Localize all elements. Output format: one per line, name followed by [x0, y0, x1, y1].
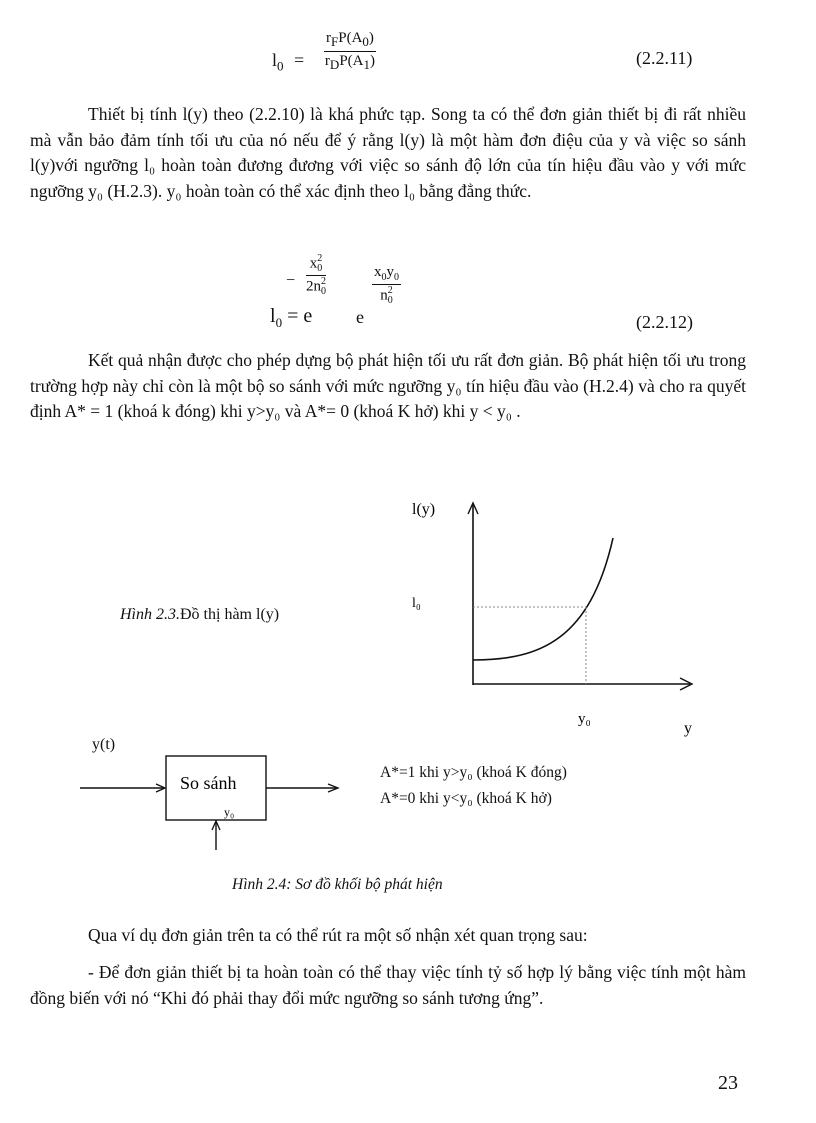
eq2-exponent-1: x 2 0 2n 2 0 — [306, 253, 326, 297]
eq2-lhs: l — [270, 305, 276, 327]
input-signal-label: y(t) — [92, 736, 116, 753]
comparator-label: So sánh — [180, 773, 237, 793]
graph-x-threshold-label: y₀ — [578, 711, 591, 727]
figure-2-4-caption: Hình 2.4: Sơ đồ khối bộ phát hiện — [232, 876, 443, 893]
figure-2-3-graph — [390, 490, 720, 740]
output-rule-1: A*=1 khi y>y₀ (khoá K đóng) — [380, 764, 567, 781]
eq2-e2: e — [356, 307, 364, 327]
graph-x-axis-label: y — [684, 720, 692, 737]
equation-label-2-2-12: (2.2.12) — [636, 312, 693, 332]
figure-2-3-caption: Hình 2.3.Đồ thị hàm l(y) — [120, 606, 280, 623]
paragraph-3: Qua ví dụ đơn giản trên ta có thể rút ra một số nhận xét quan trọng sau: — [88, 925, 588, 945]
figure-2-4-diagram — [70, 750, 360, 860]
comparator-threshold-label: y₀ — [224, 805, 235, 819]
graph-curve — [473, 538, 613, 660]
graph-y-axis-label: l(y) — [412, 501, 436, 518]
eq1-lhs: l — [272, 50, 278, 70]
eq2-e1: e — [303, 305, 313, 327]
paragraph-4: - Để đơn giản thiết bị ta hoàn toàn có thể thay việc tính tỷ số hợp lý bằng việc tính một hàm đồng biến với nó “Khi đó phải thay đổi mức ngưỡng so sánh tương ứng”. — [30, 962, 746, 1008]
equation-label-2-2-11: (2.2.11) — [636, 48, 693, 68]
paragraph-2: Kết quả nhận được cho phép dựng bộ phát hiện tối ưu rất đơn giản. Bộ phát hiện tối ưu trong trường hợp này chỉ còn là một bộ so sánh với mức ngưỡng y₀ tín hiệu đầu vào (H.2.4) và cho ra quyết định A* = 1 (khoá k đóng) khi y>y₀ và A*= 0 (khoá K hở) khi y < y₀ . — [30, 350, 746, 421]
graph-threshold-label: l₀ — [412, 596, 421, 611]
page-number: 23 — [718, 1072, 738, 1094]
eq2-exponent-2: $x_0y_0$ n 2 0 — [374, 264, 399, 306]
output-rule-2: A*=0 khi y<y₀ (khoá K hở) — [380, 790, 552, 807]
eq1-fraction: $r_FP(A_0)$ $r_DP(A_1)$ — [324, 30, 375, 72]
paragraph-1: Thiết bị tính l(y) theo (2.2.10) là khá phức tạp. Song ta có thể đơn giản thiết bị đi rất nhiều mà vẫn bảo đảm tính tối ưu của nó nếu để ý rằng l(y) là một hàm đơn điệu của y và việc so sánh l(y)với ngưỡng l₀ hoàn toàn đương đương với việc so sánh độ lớn của tín hiệu đầu vào y với mức ngưỡng y₀ (H.2.3). y₀ hoàn toàn có thể xác định theo l₀ bằng đẳng thức. — [30, 104, 746, 201]
